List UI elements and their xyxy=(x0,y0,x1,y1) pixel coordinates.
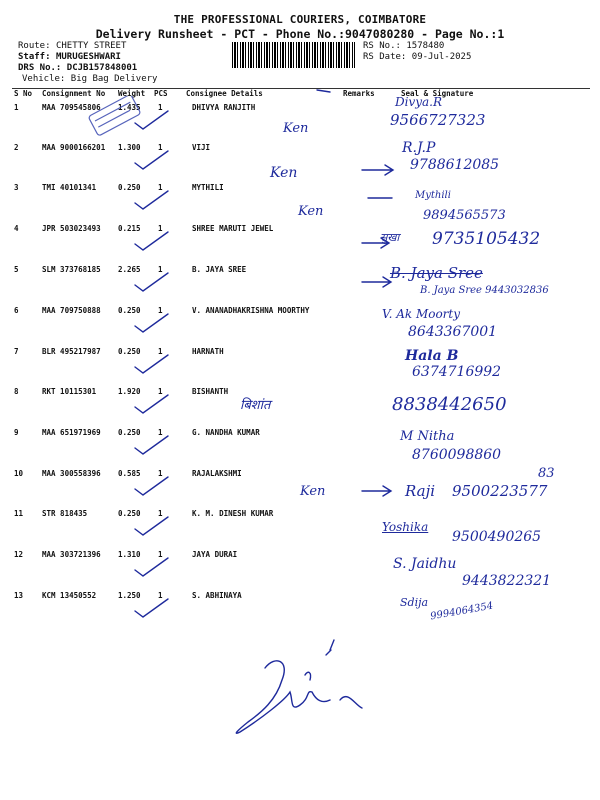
row-weight: 1.300 xyxy=(118,143,141,152)
row-consignment: MAA 709545806 xyxy=(42,103,101,112)
row-pcs: 1 xyxy=(158,509,163,518)
row-consignee: V. ANANADHAKRISHNA MOORTHY xyxy=(192,306,310,315)
row-weight: 0.250 xyxy=(118,509,141,518)
row-consignment: MAA 303721396 xyxy=(42,550,101,559)
row-pcs: 1 xyxy=(158,306,163,315)
row-weight: 1.920 xyxy=(118,387,141,396)
col-sno: S No xyxy=(14,89,33,98)
signature-row-10: Raji xyxy=(405,482,436,500)
row-sno: 10 xyxy=(14,469,24,478)
row-consignment: MAA 709750888 xyxy=(42,306,101,315)
vehicle-line: Vehicle: Big Bag Delivery xyxy=(22,74,158,84)
company-title: THE PROFESSIONAL COURIERS, COIMBATORE xyxy=(173,13,427,26)
row-sno: 3 xyxy=(14,183,19,192)
row-consignment: MAA 9000166201 xyxy=(42,143,106,152)
row-pcs: 1 xyxy=(158,387,163,396)
signature-row-6: V. Ak Moorty xyxy=(382,307,461,321)
row-sno: 1 xyxy=(14,103,19,112)
phone-row-5: B. Jaya Sree 9443032836 xyxy=(420,285,549,296)
row-weight: 1.435 xyxy=(118,103,141,112)
row-pcs: 1 xyxy=(158,550,163,559)
signature-row-9: M Nitha xyxy=(400,429,455,444)
phone-row-12: 9443822321 xyxy=(462,573,552,589)
signature-row-3: Mythili xyxy=(415,190,451,201)
row-consignee: SHREE MARUTI JEWEL xyxy=(192,224,274,233)
row-pcs: 1 xyxy=(158,469,163,478)
phone-row-11: 9500490265 xyxy=(452,529,542,545)
row-pcs: 1 xyxy=(158,347,163,356)
row-pcs: 1 xyxy=(158,428,163,437)
row-weight: 2.265 xyxy=(118,265,141,274)
row-sno: 2 xyxy=(14,143,19,152)
row-consignee: RAJALAKSHMI xyxy=(192,469,242,478)
route-line: Route: CHETTY STREET xyxy=(18,41,127,51)
signature-row-1: Divya.R xyxy=(395,95,443,109)
drs-line: DRS No.: DCJB157848001 xyxy=(18,63,138,73)
row-consignment: SLM 373768185 xyxy=(42,265,101,274)
remark-row-10: Ken xyxy=(300,484,326,499)
row-consignee: G. NANDHA KUMAR xyxy=(192,428,260,437)
row-consignment: MAA 300558396 xyxy=(42,469,101,478)
phone-row-8: 8838442650 xyxy=(392,394,507,415)
row-weight: 1.310 xyxy=(118,550,141,559)
remark-row-2: Ken xyxy=(270,165,298,181)
row-sno: 8 xyxy=(14,387,19,396)
row-consignee: HARNATH xyxy=(192,347,224,356)
row-consignment: BLR 495217987 xyxy=(42,347,101,356)
row-consignee: S. ABHINAYA xyxy=(192,591,242,600)
row-consignment: STR 818435 xyxy=(42,509,88,518)
row-weight: 0.250 xyxy=(118,306,141,315)
row-sno: 9 xyxy=(14,428,19,437)
row-weight: 0.250 xyxy=(118,347,141,356)
phone-row-6: 8643367001 xyxy=(408,324,498,340)
rs-number: RS No.: 1578480 xyxy=(363,41,445,51)
row-pcs: 1 xyxy=(158,224,163,233)
row-pcs: 1 xyxy=(158,591,163,600)
row-weight: 1.250 xyxy=(118,591,141,600)
col-remarks: Remarks xyxy=(343,89,375,98)
signature-row-8: बिशांत xyxy=(240,398,271,413)
row-sno: 6 xyxy=(14,306,19,315)
signature-row-4: सुखा xyxy=(380,231,400,244)
row-sno: 4 xyxy=(14,224,19,233)
signature-row-2: R.J.P xyxy=(402,140,436,156)
col-seal-signature: Seal & Signature xyxy=(401,89,474,98)
row-consignment: TMI 40101341 xyxy=(42,183,97,192)
row-consignee: DHIVYA RANJITH xyxy=(192,103,256,112)
row-consignment: JPR 503023493 xyxy=(42,224,101,233)
phone-row-1: 9566727323 xyxy=(390,111,486,129)
phone-row-13: 9994064354 xyxy=(429,600,495,623)
row-consignee: JAYA DURAI xyxy=(192,550,238,559)
row-consignee: B. JAYA SREE xyxy=(192,265,247,274)
row-consignment: KCM 13450552 xyxy=(42,591,97,600)
remark-row-3: Ken xyxy=(298,204,324,219)
rs-date: RS Date: 09-Jul-2025 xyxy=(363,52,472,62)
signature-row-5: B. Jaya Sree xyxy=(390,264,483,282)
phone-row-2: 9788612085 xyxy=(410,157,500,173)
col-pcs: PCS xyxy=(154,89,168,98)
row-weight: 0.250 xyxy=(118,183,141,192)
phone-row-7: 6374716992 xyxy=(412,364,502,380)
signature-row-11: Yoshika xyxy=(382,520,429,534)
runsheet-subtitle: Delivery Runsheet - PCT - Phone No.:9047080280 - Page No.:1 xyxy=(95,27,505,41)
row-sno: 7 xyxy=(14,347,19,356)
row-consignee: BISHANTH xyxy=(192,387,229,396)
col-consignment: Consignment No xyxy=(42,89,106,98)
row-consignee: MYTHILI xyxy=(192,183,224,192)
phone-row-3: 9894565573 xyxy=(423,208,506,223)
row-sno: 13 xyxy=(14,591,24,600)
row-pcs: 1 xyxy=(158,265,163,274)
row-weight: 0.585 xyxy=(118,469,141,478)
signature-row-12: S. Jaidhu xyxy=(393,556,457,572)
row-sno: 5 xyxy=(14,265,19,274)
row-sno: 11 xyxy=(14,509,24,518)
phone-row-10: 9500223577 xyxy=(452,482,548,500)
row-weight: 0.250 xyxy=(118,428,141,437)
remark-row-1: Ken xyxy=(283,121,309,136)
row-sno: 12 xyxy=(14,550,24,559)
col-weight: Weight xyxy=(118,89,146,98)
col-consignee: Consignee Details xyxy=(186,89,263,98)
row-pcs: 1 xyxy=(158,143,163,152)
staff-line: Staff: MURUGESHWARI xyxy=(18,52,121,62)
row-consignee: K. M. DINESH KUMAR xyxy=(192,509,274,518)
note-row-10: 83 xyxy=(538,466,555,481)
row-weight: 0.215 xyxy=(118,224,141,233)
phone-row-9: 8760098860 xyxy=(412,447,502,463)
row-consignee: VIJI xyxy=(192,143,211,152)
signature-row-7: Hala B xyxy=(405,348,459,364)
signature-row-13: Sdija xyxy=(400,596,429,609)
row-pcs: 1 xyxy=(158,183,163,192)
row-pcs: 1 xyxy=(158,103,163,112)
row-consignment: MAA 651971969 xyxy=(42,428,101,437)
row-consignment: RKT 10115301 xyxy=(42,387,97,396)
phone-row-4: 9735105432 xyxy=(432,229,541,249)
